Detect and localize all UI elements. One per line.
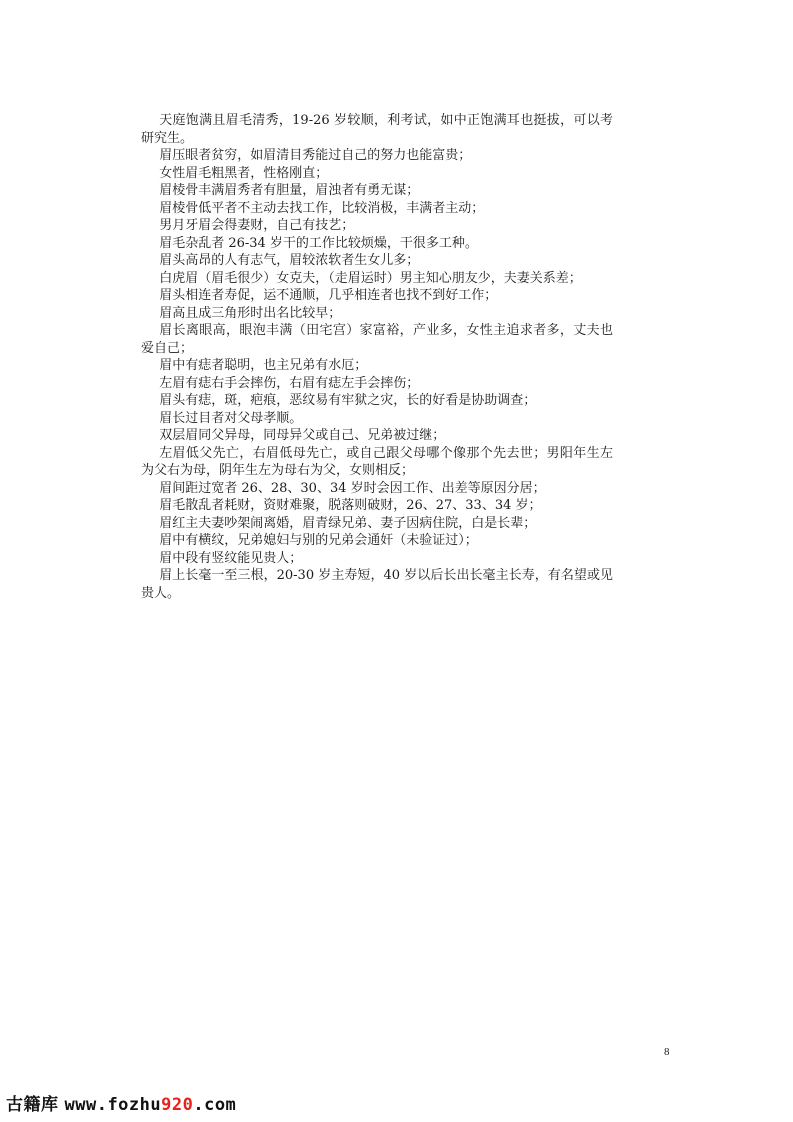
- paragraph: 眉上长毫一至三根，20-30 岁主寿短，40 岁以后长出长毫主长寿，有名望或见贵人。: [141, 568, 613, 601]
- paragraph: 眉头高昂的人有志气，眉较浓软者生女儿多；: [159, 253, 420, 268]
- paragraph: 眉长过目者对父母孝顺。: [159, 410, 303, 426]
- paragraph: 眉毛杂乱者 26-34 岁干的工作比较烦燥，干很多工种。: [159, 235, 478, 251]
- watermark-url-suffix: .com: [193, 1095, 237, 1115]
- paragraph: 眉毛散乱者耗财，资财难聚，脱落则破财，26、27、33、34 岁；: [159, 498, 542, 513]
- paragraph: 天庭饱满且眉毛清秀，19-26 岁较顺，利考试，如中正饱满耳也挺拔，可以考研究生。: [141, 113, 613, 146]
- paragraph: 眉间距过宽者 26、28、30、34 岁时会因工作、出差等原因分居；: [159, 480, 546, 496]
- paragraph: 左眉低父先亡，右眉低母先亡，或自己跟父母哪个像那个先去世；男阳年生左为父右为母，阴年生左为母右为父，女则相反；: [141, 445, 613, 478]
- watermark-brand: 古籍库: [6, 1095, 59, 1115]
- paragraph: 眉头有痣，斑，疤痕，恶纹易有牢狱之灾，长的好看是协助调查；: [159, 393, 537, 408]
- paragraph: 双层眉同父异母，同母异父或自己、兄弟被过继；: [159, 428, 446, 443]
- paragraph: 白虎眉（眉毛很少）女克夫，（走眉运时）男主知心朋友少，夫妻关系差；: [159, 270, 582, 286]
- paragraph: 男月牙眉会得妻财，自己有技艺；: [159, 218, 355, 233]
- paragraph: 眉棱骨丰满眉秀者有胆量，眉浊者有勇无谋；: [159, 183, 420, 198]
- paragraph: 眉长离眼高，眼泡丰满（田宅宫）家富裕，产业多，女性主追求者多，丈夫也爱自己；: [141, 323, 613, 356]
- paragraph: 眉压眼者贫穷，如眉清目秀能过自己的努力也能富贵；: [159, 148, 472, 163]
- paragraph: 眉高且成三角形时出名比较早；: [159, 305, 342, 321]
- site-watermark: [6, 1090, 236, 1115]
- document-body: [141, 112, 613, 602]
- paragraph: 左眉有痣右手会摔伤，右眉有痣左手会摔伤；: [159, 375, 420, 391]
- paragraph: 眉中段有竖纹能见贵人；: [159, 550, 303, 566]
- paragraph: 眉头相连者寿促，运不通顺，几乎相连者也找不到好工作；: [159, 288, 498, 303]
- paragraph: 眉中有横纹，兄弟媳妇与别的兄弟会通奸（未验证过）；: [159, 533, 478, 548]
- watermark-url-prefix: www.fozhu: [64, 1095, 162, 1115]
- watermark-url-highlight: 920: [161, 1095, 194, 1115]
- paragraph: 女性眉毛粗黑者，性格刚直；: [159, 165, 329, 181]
- paragraph: 眉中有痣者聪明，也主兄弟有水厄；: [159, 358, 368, 373]
- paragraph: 眉红主夫妻吵架闹离婚，眉青绿兄弟、妻子因病住院，白是长辈；: [159, 515, 537, 531]
- page-number: 8: [664, 1046, 670, 1058]
- paragraph: 眉棱骨低平者不主动去找工作，比较消极，丰满者主动；: [159, 200, 485, 216]
